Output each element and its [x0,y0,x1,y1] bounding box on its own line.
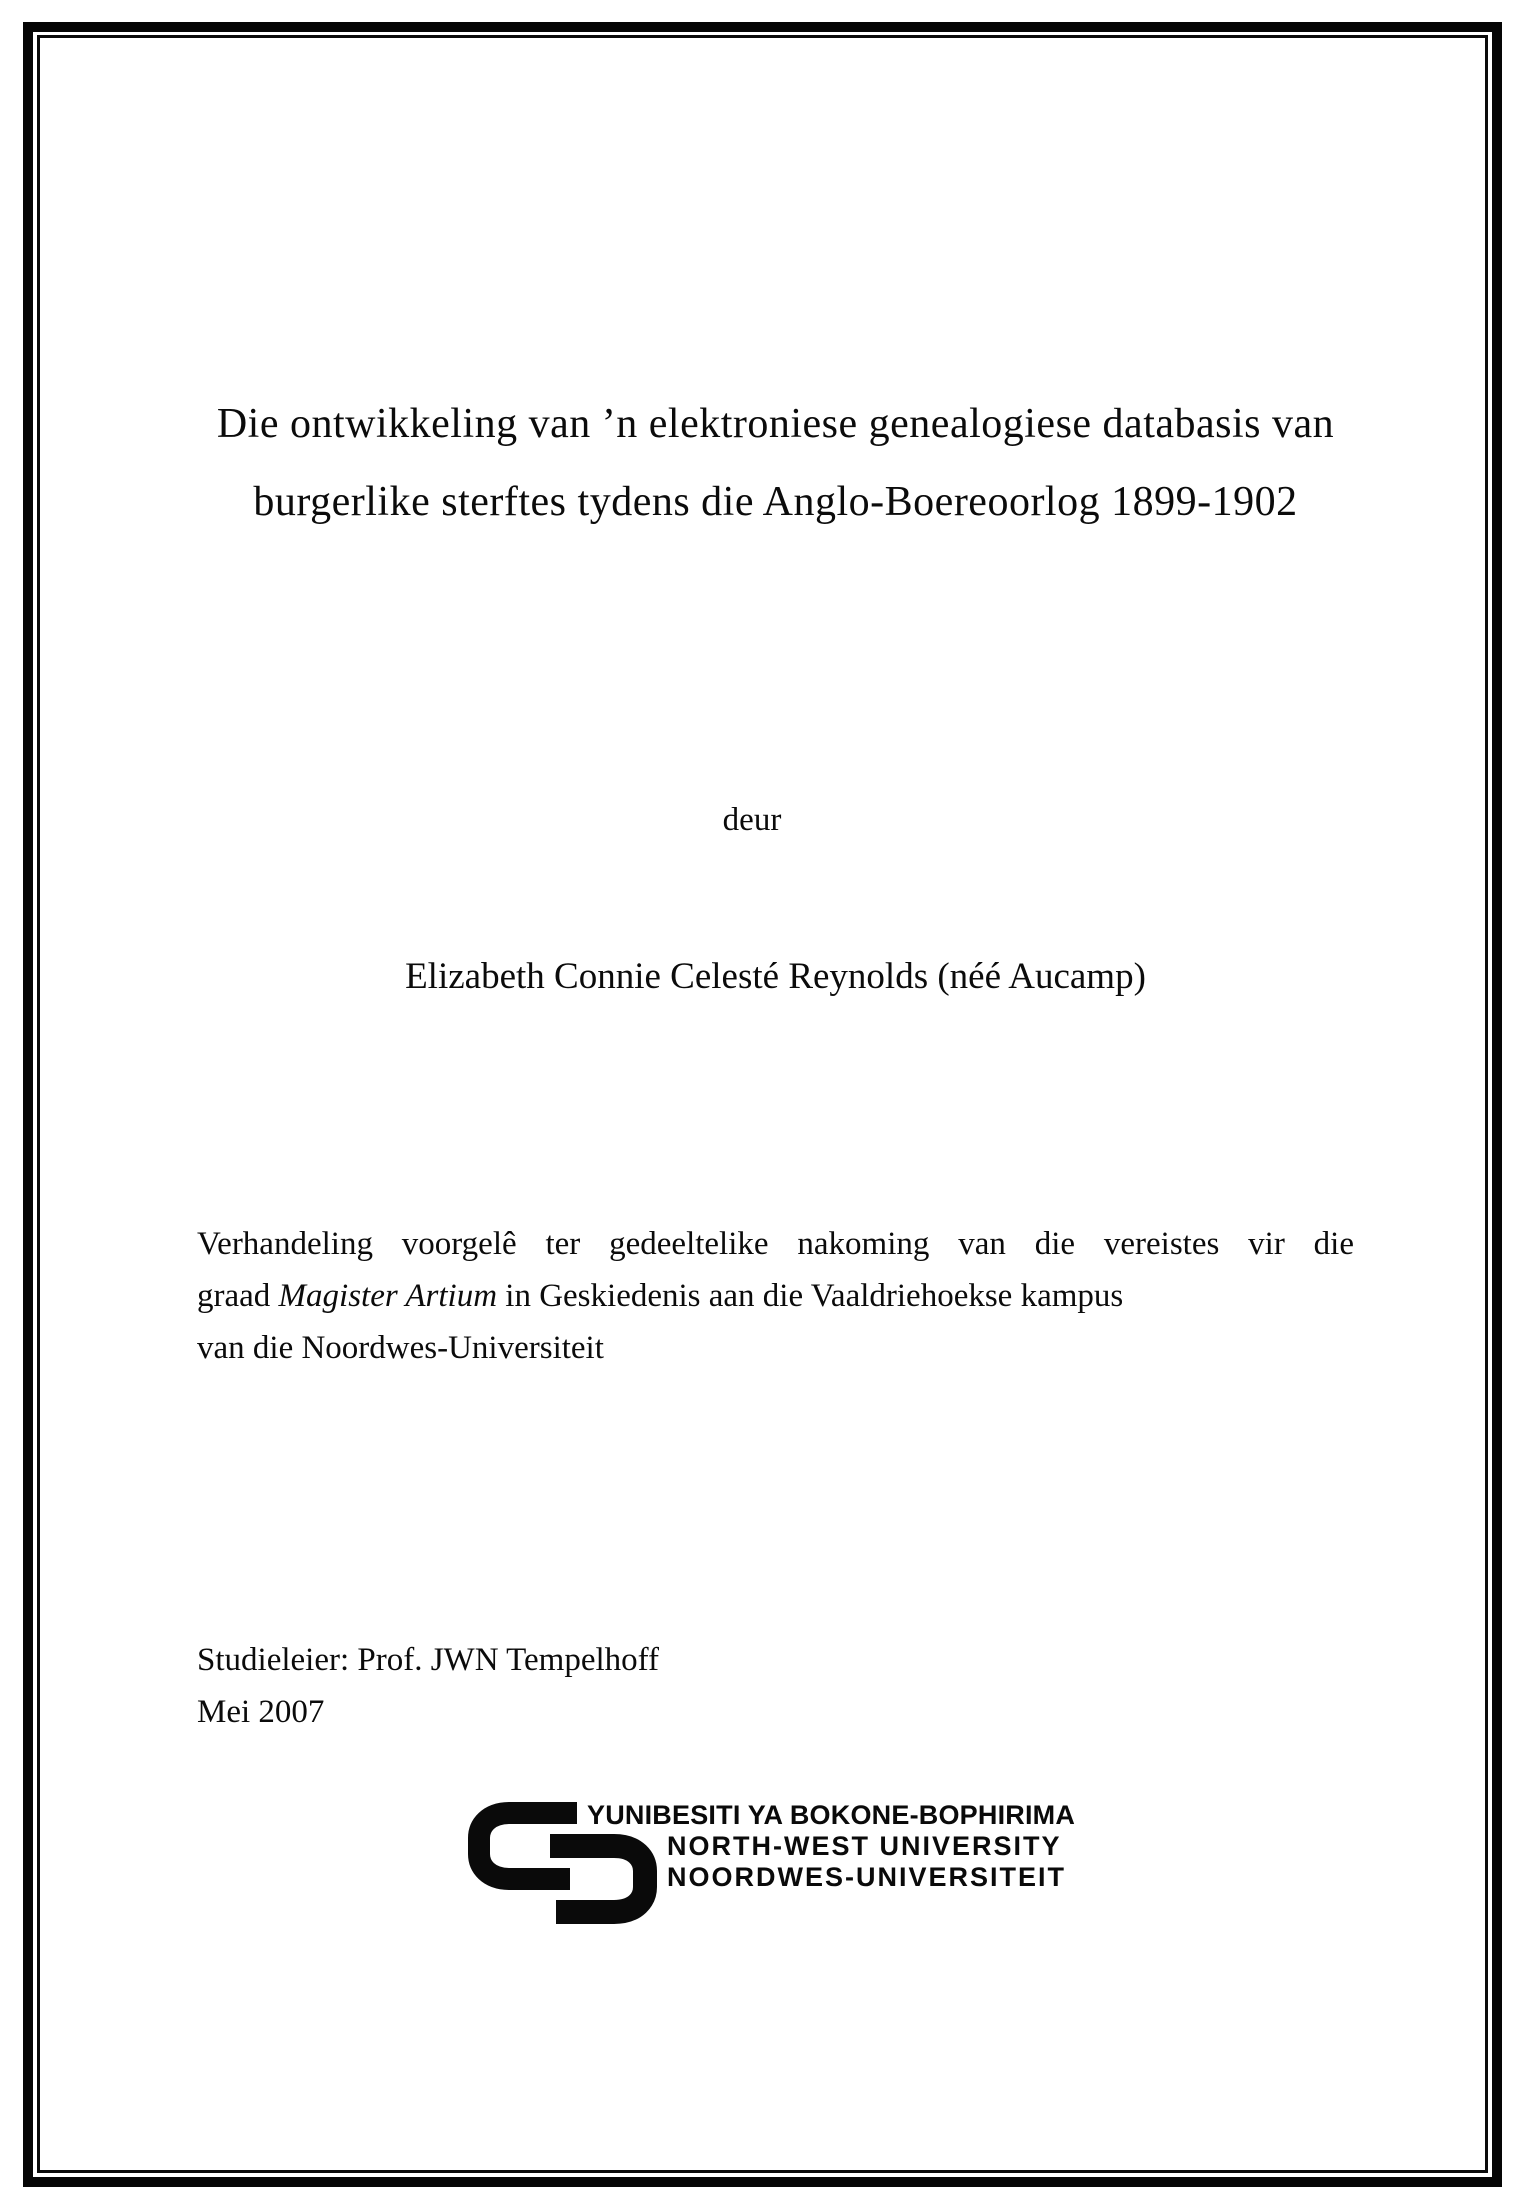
author-name: Elizabeth Connie Celesté Reynolds (néé Aucamp) [405,956,1146,997]
thesis-statement [197,1218,1354,1374]
supervisor-block [197,1634,659,1738]
byline-deur: deur [722,802,782,838]
thesis-title [197,385,1354,541]
statement-line1: Verhandeling voorgelê ter gedeeltelike nakoming van die vereistes vir die [197,1226,1354,1262]
date-line: Mei 2007 [197,1694,325,1730]
statement-line3: van die Noordwes-Universiteit [197,1330,604,1366]
university-name-setswana: YUNIBESITI YA BOKONE-BOPHIRIMA [587,1800,1076,1830]
statement-line2-prefix: graad [197,1278,279,1314]
university-name-afrikaans: NOORDWES-UNIVERSITEIT [667,1862,1067,1892]
university-name-english: NORTH-WEST UNIVERSITY [667,1831,1062,1861]
statement-line2-suffix: in Geskiedenis aan die Vaaldriehoekse kampus [497,1278,1124,1314]
statement-degree-name: Magister Artium [278,1278,498,1314]
supervisor-line: Studieleier: Prof. JWN Tempelhoff [197,1642,660,1678]
thesis-title-line2: burgerlike sterftes tydens die Anglo-Boereoorlog 1899-1902 [253,479,1298,525]
thesis-title-line1: Die ontwikkeling van ’n elektroniese genealogiese databasis van [216,401,1335,447]
university-logo-text [587,1800,1076,1893]
